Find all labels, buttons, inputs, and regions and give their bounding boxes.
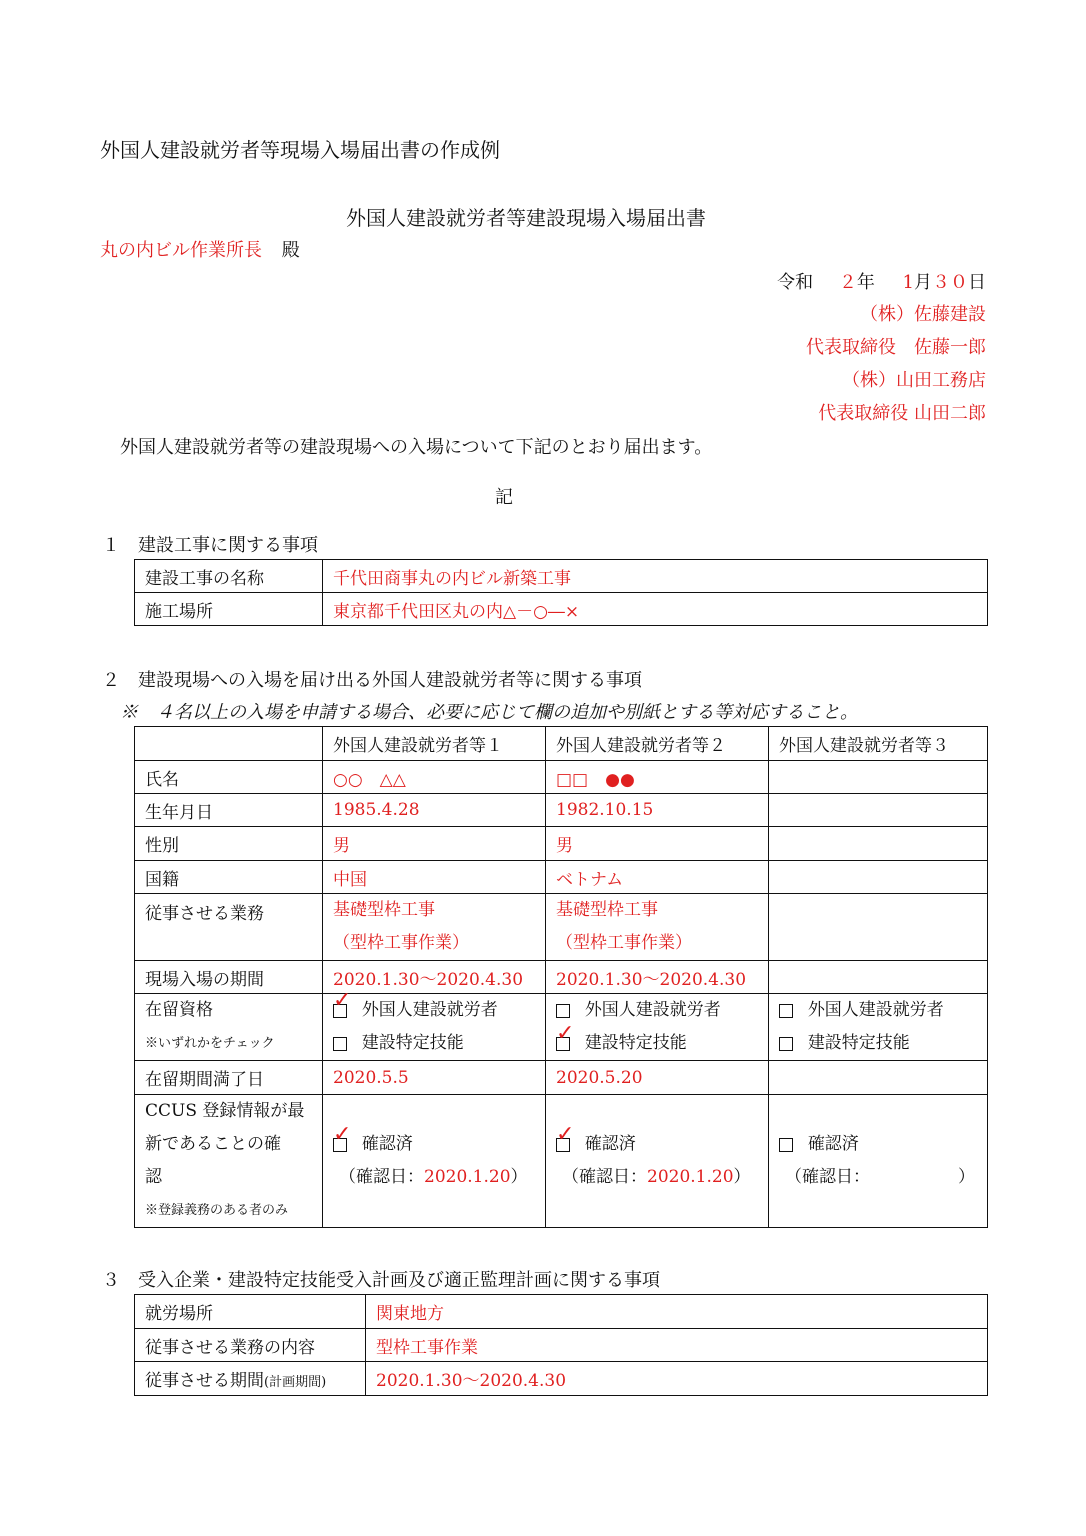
- birth-row: [135, 794, 988, 827]
- worker-3-sex: [769, 827, 988, 861]
- worker-1-ccus: ✓ 確認済 （確認日：2020.1.20）: [323, 1095, 546, 1228]
- worker-3-period: [769, 961, 988, 994]
- worker-3-work: [769, 894, 988, 961]
- birth-label: 生年月日: [135, 794, 323, 827]
- work-period-row: [135, 1362, 988, 1396]
- work-row: [135, 894, 988, 961]
- worker-1-status-opt2-checkbox[interactable]: [333, 1027, 351, 1060]
- construction-name-value: 千代田商事丸の内ビル新築工事: [323, 560, 988, 593]
- addressee-suffix: 殿: [281, 240, 300, 261]
- worker-1-expiry: 2020.5.5: [323, 1061, 546, 1095]
- form-title: 外国人建設就労者等建設現場入場届出書: [346, 206, 706, 230]
- document-heading: 外国人建設就労者等現場入場届出書の作成例: [100, 138, 500, 162]
- worker-3-ccus: 確認済 （確認日： ）: [769, 1095, 988, 1228]
- ccus-note: ※登録義務のある者のみ: [145, 1203, 289, 1218]
- section1-title: １ 建設工事に関する事項: [102, 535, 318, 556]
- worker-3-name: [769, 761, 988, 794]
- worker-3-header: 外国人建設就労者等３: [769, 727, 988, 761]
- worker-1-work: 基礎型枠工事 （型枠工事作業）: [323, 894, 546, 961]
- ccus-label-line1: CCUS 登録情報が最: [145, 1101, 305, 1121]
- expiry-row: [135, 1061, 988, 1095]
- worker-2-sex: 男: [546, 827, 769, 861]
- worker-2-ccus: ✓ 確認済 （確認日：2020.1.20）: [546, 1095, 769, 1228]
- status-note: ※いずれかをチェック: [145, 1036, 275, 1051]
- workplace-value: 関東地方: [366, 1295, 988, 1329]
- worker-2-status: 外国人建設就労者 ✓ 建設特定技能: [546, 994, 769, 1061]
- applicant-1-company: （株）佐藤建設: [860, 304, 986, 325]
- worker-3-nationality: [769, 861, 988, 894]
- ccus-label-line2: 新であることの確: [145, 1134, 281, 1154]
- worker-2-nationality: ベトナム: [546, 861, 769, 894]
- work-period-value: 2020.1.30～2020.4.30: [366, 1362, 988, 1396]
- period-label: 現場入場の期間: [135, 961, 323, 994]
- ki-mark: 記: [495, 487, 513, 508]
- addressee: [100, 236, 300, 262]
- worker-3-ccus-checkbox[interactable]: [779, 1128, 797, 1161]
- worker-1-sex: 男: [323, 827, 546, 861]
- worker-2-work: 基礎型枠工事 （型枠工事作業）: [546, 894, 769, 961]
- workers-table: [134, 726, 988, 1228]
- worker-3-birth: [769, 794, 988, 827]
- section2-note: ※ ４名以上の入場を申請する場合、必要に応じて欄の追加や別紙とする等対応すること。: [120, 702, 858, 723]
- applicant-2-representative: 代表取締役 山田二郎: [818, 403, 986, 424]
- worker-3-status: 外国人建設就労者 建設特定技能: [769, 994, 988, 1061]
- worker-2-ccus-date: 2020.1.20: [647, 1167, 734, 1187]
- worker-3-status-opt1-checkbox[interactable]: [779, 994, 797, 1027]
- applicant-1-representative: 代表取締役 佐藤一郎: [806, 337, 986, 358]
- worker-3-status-opt2-checkbox[interactable]: [779, 1027, 797, 1060]
- construction-site-value: 東京都千代田区丸の内△－○―×: [323, 593, 988, 626]
- header-blank: [135, 727, 323, 761]
- work-content-value: 型枠工事作業: [366, 1329, 988, 1362]
- section2-title: ２ 建設現場への入場を届け出る外国人建設就労者等に関する事項: [102, 670, 642, 691]
- workers-header-row: [135, 727, 988, 761]
- work-content-row: [135, 1329, 988, 1362]
- employment-table: [134, 1294, 988, 1396]
- name-row: [135, 761, 988, 794]
- worker-2-header: 外国人建設就労者等２: [546, 727, 769, 761]
- worker-2-expiry: 2020.5.20: [546, 1061, 769, 1095]
- status-label: 在留資格: [145, 1000, 213, 1020]
- worker-1-nationality: 中国: [323, 861, 546, 894]
- sex-label: 性別: [135, 827, 323, 861]
- worker-1-header: 外国人建設就労者等１: [323, 727, 546, 761]
- work-content-label: 従事させる業務の内容: [135, 1329, 366, 1362]
- worker-2-ccus-checkbox[interactable]: ✓: [556, 1128, 574, 1161]
- form-date: 令和 ２年 1月３０日: [777, 272, 986, 293]
- work-label: 従事させる業務: [135, 894, 323, 961]
- worker-2-birth: 1982.10.15: [546, 794, 769, 827]
- ccus-label-cell: [135, 1095, 323, 1228]
- intro-text: 外国人建設就労者等の建設現場への入場について下記のとおり届出ます。: [120, 437, 713, 458]
- worker-1-status-opt1-checkbox[interactable]: ✓: [333, 994, 351, 1027]
- worker-2-status-opt2-checkbox[interactable]: ✓: [556, 1027, 574, 1060]
- nationality-row: [135, 861, 988, 894]
- section3-title: ３ 受入企業・建設特定技能受入計画及び適正監理計画に関する事項: [102, 1270, 660, 1291]
- expiry-label: 在留期間満了日: [135, 1061, 323, 1095]
- worker-1-birth: 1985.4.28: [323, 794, 546, 827]
- construction-name-label: 建設工事の名称: [135, 560, 323, 593]
- nationality-label: 国籍: [135, 861, 323, 894]
- workplace-row: [135, 1295, 988, 1329]
- construction-site-label: 施工場所: [135, 593, 323, 626]
- status-label-cell: [135, 994, 323, 1061]
- work-period-label-cell: [135, 1362, 366, 1396]
- workplace-label: 就労場所: [135, 1295, 366, 1329]
- construction-name-row: [135, 560, 988, 593]
- worker-2-period: 2020.1.30～2020.4.30: [546, 961, 769, 994]
- worker-1-ccus-checkbox[interactable]: ✓: [333, 1128, 351, 1161]
- worker-2-name: □□ ●●: [546, 761, 769, 794]
- construction-site-row: [135, 593, 988, 626]
- name-label: 氏名: [135, 761, 323, 794]
- worker-1-ccus-date: 2020.1.20: [424, 1167, 511, 1187]
- addressee-name: 丸の内ビル作業所長: [100, 240, 262, 261]
- worker-1-name: ○○ △△: [323, 761, 546, 794]
- status-row: [135, 994, 988, 1061]
- work-period-label: 従事させる期間: [145, 1371, 264, 1391]
- ccus-row: [135, 1095, 988, 1228]
- ccus-label-line3: 認: [145, 1167, 162, 1187]
- sex-row: [135, 827, 988, 861]
- worker-3-expiry: [769, 1061, 988, 1095]
- work-period-label-small: (計画期間): [264, 1375, 327, 1390]
- applicant-2-company: （株）山田工務店: [842, 370, 986, 391]
- worker-1-status: ✓ 外国人建設就労者 建設特定技能: [323, 994, 546, 1061]
- period-row: [135, 961, 988, 994]
- worker-1-period: 2020.1.30～2020.4.30: [323, 961, 546, 994]
- construction-table: [134, 559, 988, 626]
